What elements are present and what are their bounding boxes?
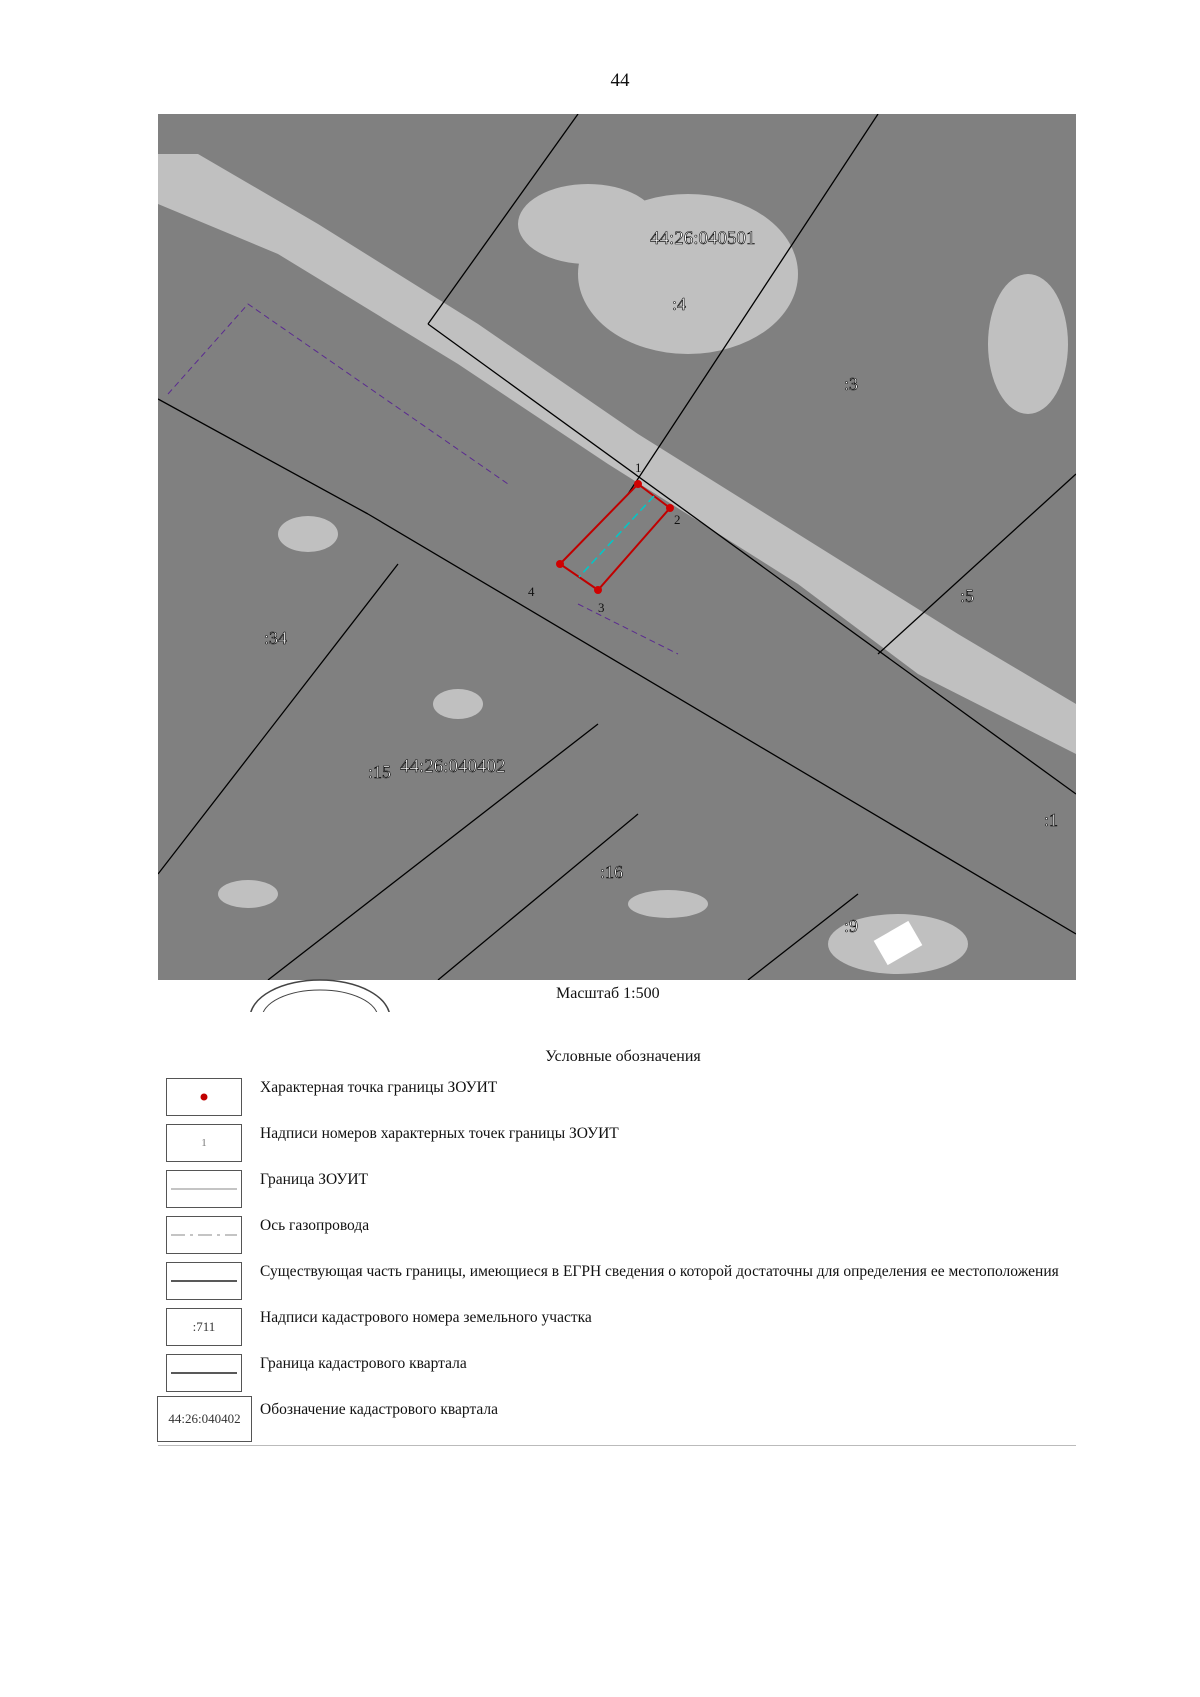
legend-symbol-parcel-label: :711 <box>166 1308 242 1346</box>
legend-title: Условные обозначения <box>545 1048 701 1065</box>
parcel-label: :34 <box>264 628 288 648</box>
zouit-point <box>594 586 602 594</box>
legend-symbol-zouit-line <box>166 1170 242 1208</box>
terrain-patch <box>628 890 708 918</box>
legend-item <box>158 1074 1076 1120</box>
point-number: 2 <box>674 512 681 527</box>
legend-item <box>158 1258 1076 1304</box>
legend-text: Обозначение кадастрового квартала <box>260 1401 499 1418</box>
legend-item <box>158 1396 1076 1442</box>
parcel-label: :9 <box>844 916 859 936</box>
quarter-label: 44:26:040402 <box>400 756 506 777</box>
parcel-label: :1 <box>1044 810 1059 830</box>
legend-divider <box>158 1445 1076 1446</box>
legend-text: Надписи кадастрового номера земельного участка <box>260 1309 592 1326</box>
stamp-seal <box>240 976 400 1012</box>
parcel-label: :4 <box>672 294 687 314</box>
legend-text: Надписи номеров характерных точек границы ЗОУИТ <box>260 1125 619 1142</box>
point-number: 4 <box>528 584 535 599</box>
parcel-label: :16 <box>600 862 624 882</box>
cadastral-map <box>158 114 1076 980</box>
parcel-label: :3 <box>844 374 859 394</box>
quarter-label: 44:26:040501 <box>650 228 756 249</box>
legend-item <box>158 1304 1076 1350</box>
zouit-point <box>634 480 642 488</box>
legend-text: Характерная точка границы ЗОУИТ <box>260 1079 498 1096</box>
legend <box>158 1074 1076 1442</box>
legend-text: Существующая часть границы, имеющиеся в ЕГРН сведения о которой достаточны для определения ее местоположения <box>260 1263 1059 1280</box>
parcel-label: :5 <box>960 586 975 606</box>
legend-text: Ось газопровода <box>260 1217 370 1234</box>
legend-symbol-quarter-label: 44:26:040402 <box>157 1396 252 1442</box>
point-number: 3 <box>598 600 605 615</box>
terrain-patch <box>278 516 338 552</box>
legend-symbol-quarter-line <box>166 1354 242 1392</box>
terrain-patch <box>518 184 658 264</box>
terrain-patch <box>218 880 278 908</box>
legend-item <box>158 1212 1076 1258</box>
legend-symbol-number: 1 <box>166 1124 242 1162</box>
legend-symbol-point <box>166 1078 242 1116</box>
point-number: 1 <box>635 460 642 475</box>
legend-symbol-dash-line <box>166 1216 242 1254</box>
legend-item <box>158 1350 1076 1396</box>
legend-symbol-solid-line <box>166 1262 242 1300</box>
parcel-label: :15 <box>368 762 392 782</box>
legend-item <box>158 1120 1076 1166</box>
terrain-patch <box>988 274 1068 414</box>
page-number: 44 <box>610 70 630 91</box>
legend-item <box>158 1166 1076 1212</box>
zouit-point <box>556 560 564 568</box>
legend-text: Граница кадастрового квартала <box>260 1355 467 1372</box>
terrain-patch <box>433 689 483 719</box>
zouit-point <box>666 504 674 512</box>
scale-label: Масштаб 1:500 <box>556 985 660 1002</box>
legend-text: Граница ЗОУИТ <box>260 1171 368 1188</box>
